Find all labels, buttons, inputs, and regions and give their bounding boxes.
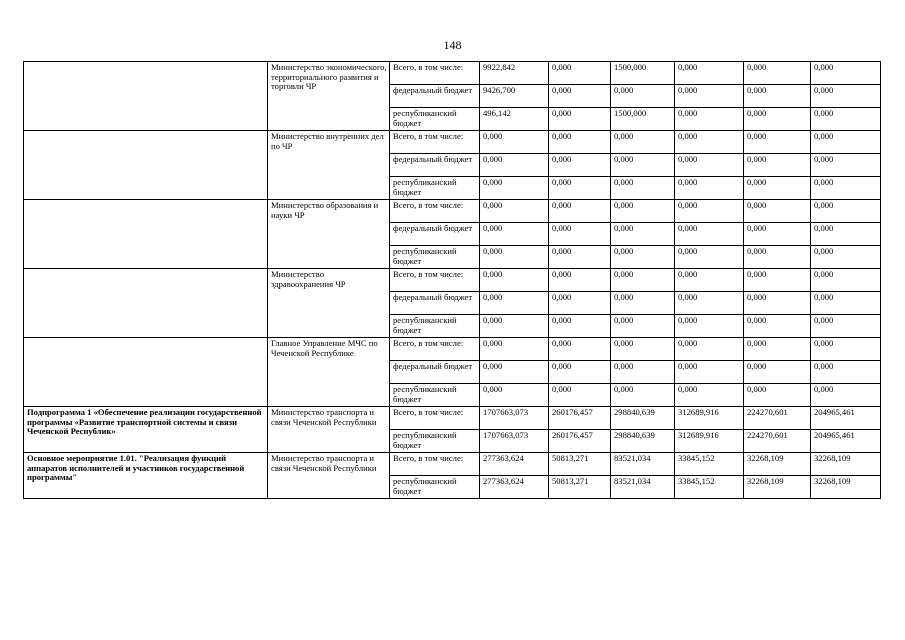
table-row [24, 131, 881, 154]
value-cell: 0,000 [811, 108, 881, 131]
funding-source-cell: Всего, в том числе: [390, 269, 480, 292]
funding-source-cell: федеральный бюджет [390, 292, 480, 315]
value-cell: 33845,152 [675, 476, 744, 499]
value-cell: 0,000 [811, 315, 881, 338]
value-cell: 0,000 [811, 154, 881, 177]
funding-source-cell: Всего, в том числе: [390, 131, 480, 154]
value-cell: 0,000 [744, 131, 811, 154]
value-cell: 0,000 [744, 292, 811, 315]
value-cell: 0,000 [611, 131, 675, 154]
value-cell: 0,000 [549, 246, 611, 269]
value-cell: 1707663,073 [480, 407, 549, 430]
value-cell: 0,000 [549, 108, 611, 131]
value-cell: 0,000 [611, 384, 675, 407]
value-cell: 0,000 [811, 177, 881, 200]
value-cell: 0,000 [549, 384, 611, 407]
value-cell: 0,000 [480, 177, 549, 200]
value-cell: 0,000 [675, 246, 744, 269]
value-cell: 0,000 [549, 292, 611, 315]
executor-cell: Министерство транспорта и связи Чеченской Республики [268, 407, 390, 453]
value-cell: 0,000 [675, 292, 744, 315]
value-cell: 0,000 [744, 269, 811, 292]
value-cell: 260176,457 [549, 430, 611, 453]
value-cell: 224270,601 [744, 430, 811, 453]
funding-source-cell: федеральный бюджет [390, 154, 480, 177]
value-cell: 0,000 [811, 338, 881, 361]
value-cell: 9922,842 [480, 62, 549, 85]
funding-source-cell: федеральный бюджет [390, 361, 480, 384]
funding-source-cell: республиканский бюджет [390, 384, 480, 407]
value-cell: 0,000 [675, 154, 744, 177]
value-cell: 0,000 [744, 177, 811, 200]
funding-source-cell: республиканский бюджет [390, 108, 480, 131]
value-cell: 32268,109 [811, 476, 881, 499]
page-number: 148 [443, 38, 462, 52]
value-cell: 0,000 [811, 85, 881, 108]
value-cell: 0,000 [549, 85, 611, 108]
value-cell: 0,000 [549, 315, 611, 338]
program-cell: Основное мероприятие 1.01. "Реализация функций аппаратов исполнителей и участников государственной программы" [24, 453, 268, 499]
value-cell: 0,000 [675, 223, 744, 246]
funding-source-cell: Всего, в том числе: [390, 453, 480, 476]
value-cell: 83521,034 [611, 453, 675, 476]
value-cell: 0,000 [611, 361, 675, 384]
value-cell: 0,000 [480, 315, 549, 338]
value-cell: 0,000 [675, 200, 744, 223]
executor-cell: Министерство транспорта и связи Чеченской Республики [268, 453, 390, 499]
value-cell: 0,000 [675, 269, 744, 292]
table-row [24, 407, 881, 430]
executor-cell: Министерство образования и науки ЧР [268, 200, 390, 269]
value-cell: 1500,000 [611, 108, 675, 131]
value-cell: 32268,109 [811, 453, 881, 476]
table-row [24, 269, 881, 292]
value-cell: 50813,271 [549, 453, 611, 476]
funding-source-cell: республиканский бюджет [390, 315, 480, 338]
value-cell: 0,000 [549, 131, 611, 154]
executor-cell: Главное Управление МЧС по Чеченской Республике [268, 338, 390, 407]
value-cell: 0,000 [480, 246, 549, 269]
value-cell: 0,000 [675, 384, 744, 407]
value-cell: 0,000 [811, 131, 881, 154]
value-cell: 0,000 [811, 62, 881, 85]
value-cell: 204965,461 [811, 407, 881, 430]
value-cell: 0,000 [480, 338, 549, 361]
funding-source-cell: республиканский бюджет [390, 476, 480, 499]
value-cell: 0,000 [611, 223, 675, 246]
table-row [24, 453, 881, 476]
program-cell [24, 200, 268, 269]
value-cell: 1707663,073 [480, 430, 549, 453]
value-cell: 0,000 [675, 338, 744, 361]
value-cell: 0,000 [744, 154, 811, 177]
value-cell: 0,000 [811, 384, 881, 407]
value-cell: 83521,034 [611, 476, 675, 499]
value-cell: 0,000 [744, 223, 811, 246]
value-cell: 50813,271 [549, 476, 611, 499]
value-cell: 0,000 [675, 315, 744, 338]
program-cell [24, 269, 268, 338]
value-cell: 0,000 [611, 154, 675, 177]
value-cell: 0,000 [480, 154, 549, 177]
value-cell: 0,000 [480, 292, 549, 315]
value-cell: 0,000 [611, 200, 675, 223]
value-cell: 32268,109 [744, 476, 811, 499]
value-cell: 312689,916 [675, 407, 744, 430]
value-cell: 0,000 [549, 361, 611, 384]
value-cell: 0,000 [549, 338, 611, 361]
value-cell: 0,000 [744, 361, 811, 384]
value-cell: 224270,601 [744, 407, 811, 430]
value-cell: 0,000 [611, 246, 675, 269]
value-cell: 0,000 [675, 85, 744, 108]
executor-cell: Министерство экономического, территориального развития и торговли ЧР [268, 62, 390, 131]
value-cell: 0,000 [744, 315, 811, 338]
value-cell: 0,000 [744, 246, 811, 269]
value-cell: 0,000 [744, 62, 811, 85]
funding-source-cell: Всего, в том числе: [390, 62, 480, 85]
value-cell: 277363,624 [480, 476, 549, 499]
funding-source-cell: республиканский бюджет [390, 177, 480, 200]
value-cell: 0,000 [549, 177, 611, 200]
funding-source-cell: Всего, в том числе: [390, 338, 480, 361]
value-cell: 0,000 [611, 85, 675, 108]
value-cell: 298840,639 [611, 407, 675, 430]
value-cell: 0,000 [811, 361, 881, 384]
program-cell [24, 62, 268, 131]
value-cell: 0,000 [480, 269, 549, 292]
value-cell: 0,000 [480, 131, 549, 154]
value-cell: 0,000 [744, 338, 811, 361]
value-cell: 0,000 [811, 269, 881, 292]
value-cell: 496,142 [480, 108, 549, 131]
value-cell: 0,000 [480, 223, 549, 246]
program-cell: Подпрограмма 1 «Обеспечение реализации государственной программы «Развитие транспортной системы и связи Чеченской Республик» [24, 407, 268, 453]
funding-source-cell: республиканский бюджет [390, 430, 480, 453]
value-cell: 0,000 [611, 177, 675, 200]
program-cell [24, 131, 268, 200]
value-cell: 204965,461 [811, 430, 881, 453]
funding-source-cell: республиканский бюджет [390, 246, 480, 269]
value-cell: 0,000 [549, 154, 611, 177]
value-cell: 0,000 [744, 85, 811, 108]
value-cell: 0,000 [675, 361, 744, 384]
value-cell: 9426,700 [480, 85, 549, 108]
value-cell: 0,000 [480, 200, 549, 223]
value-cell: 277363,624 [480, 453, 549, 476]
value-cell: 0,000 [811, 223, 881, 246]
table-row [24, 62, 881, 85]
value-cell: 0,000 [611, 292, 675, 315]
program-cell [24, 338, 268, 407]
value-cell: 312689,916 [675, 430, 744, 453]
value-cell: 0,000 [675, 131, 744, 154]
value-cell: 0,000 [811, 292, 881, 315]
funding-source-cell: Всего, в том числе: [390, 200, 480, 223]
funding-source-cell: федеральный бюджет [390, 85, 480, 108]
value-cell: 0,000 [549, 200, 611, 223]
executor-cell: Министерство здравоохранения ЧР [268, 269, 390, 338]
value-cell: 0,000 [675, 108, 744, 131]
value-cell: 0,000 [549, 223, 611, 246]
value-cell: 32268,109 [744, 453, 811, 476]
value-cell: 0,000 [480, 384, 549, 407]
value-cell: 0,000 [549, 62, 611, 85]
value-cell: 0,000 [811, 200, 881, 223]
budget-table [23, 61, 881, 499]
funding-source-cell: федеральный бюджет [390, 223, 480, 246]
value-cell: 0,000 [480, 361, 549, 384]
table-row [24, 338, 881, 361]
value-cell: 0,000 [611, 269, 675, 292]
value-cell: 0,000 [675, 62, 744, 85]
value-cell: 0,000 [744, 108, 811, 131]
value-cell: 1500,000 [611, 62, 675, 85]
executor-cell: Министерство внутренних дел по ЧР [268, 131, 390, 200]
value-cell: 0,000 [744, 200, 811, 223]
value-cell: 260176,457 [549, 407, 611, 430]
value-cell: 298840,639 [611, 430, 675, 453]
value-cell: 33845,152 [675, 453, 744, 476]
value-cell: 0,000 [549, 269, 611, 292]
funding-source-cell: Всего, в том числе: [390, 407, 480, 430]
value-cell: 0,000 [811, 246, 881, 269]
value-cell: 0,000 [744, 384, 811, 407]
value-cell: 0,000 [611, 315, 675, 338]
table-row [24, 200, 881, 223]
value-cell: 0,000 [611, 338, 675, 361]
value-cell: 0,000 [675, 177, 744, 200]
